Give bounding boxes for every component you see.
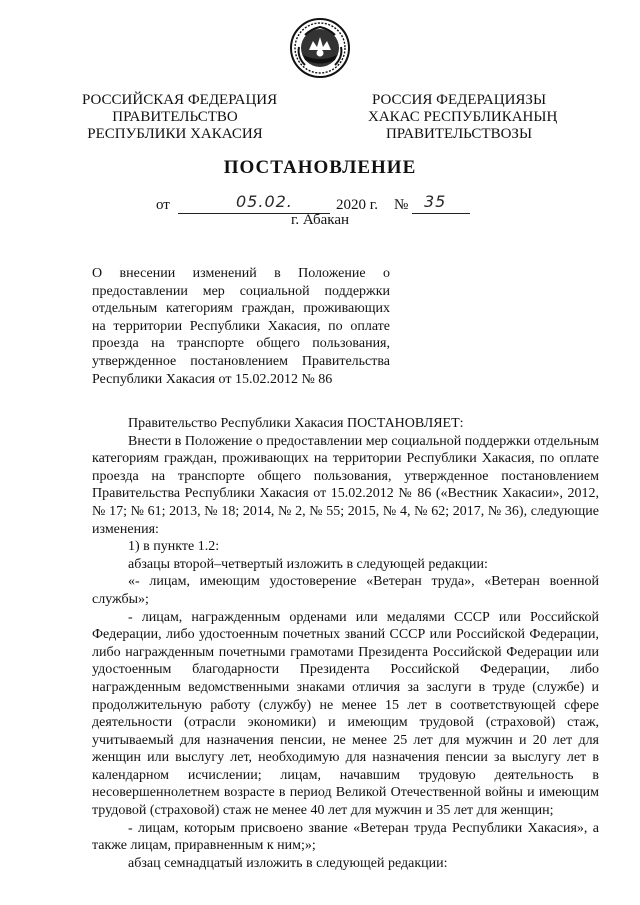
subject-line-7: Республики Хакасия от 15.02.2012 № 86: [92, 371, 333, 387]
subject-line-1: О внесении изменений в Положение о: [92, 266, 390, 281]
body-paragraph-awarded: - лицам, награжденным орденами или медалями СССР или Российской Федерации, либо удостоенным почетных званий СССР или Российской Федерации, либо награжденным почетными грамотами Президента Российской Федерации или удостоенным благодарности Президента Российской Федерации, либо награжденным ведомственными знаками отличия за заслуги в труде (службе) и продолжительную работу (службу) не менее 15 лет в соответствующей сфере деятельности (отрасли экономики) и имеющим трудовой (страховой) стаж, учитываемый для назначения пенсии, не менее 25 лет для мужчин и 20 лет для женщин или выслугу лет, необходимую для назначения пенсии за выслугу лет в календарном исчислении; лицам, начавшим трудовую деятельность в несовершеннолетнем возрасте в период Великой Отечественной войны и имеющим трудовой (страховой) стаж не менее 40 лет для мужчин и 35 лет для женщин;: [92, 609, 599, 819]
subject-line-5: проезда на транспорте общего пользования,: [92, 336, 390, 352]
body-paragraph-seventeenth: абзац семнадцатый изложить в следующей редакции:: [128, 855, 448, 871]
body-paragraph-resolves: Правительство Республики Хакасия ПОСТАНОВЛЯЕТ:: [128, 416, 464, 431]
city-label: г. Абакан: [290, 212, 350, 228]
body-paragraph-amend: Внести в Положение о предоставлении мер социальной поддержки отдельным категориям граждан, проживающих на территории Республики Хакасия, по оплате проезда на транспорте общего пользования, утвержденное постановлением Правительства Республики Хакасия от 15.02.2012 № 86 («Вестник Хакасии», 2012, № 17; № 61; 2013, № 18; 2014, № 2, № 55; 2015, № 4, № 62; 2017, № 36), следующие изменения:: [92, 433, 599, 537]
subject-line-3: отдельным категориям граждан, проживающих: [92, 301, 390, 317]
coat-of-arms-emblem: [289, 17, 351, 79]
subject-line-2: предоставлении мер социальной поддержки: [92, 283, 390, 299]
header-left-line-1: РОССИЙСКАЯ ФЕДЕРАЦИЯ: [82, 92, 278, 108]
subject-line-4: на территории Республики Хакасия, по оплате: [92, 318, 390, 334]
subject-line-6: утвержденное постановлением Правительства: [92, 353, 390, 369]
year-label: 2020 г.: [336, 197, 378, 213]
header-right-khakas: [368, 92, 558, 143]
document-title: ПОСТАНОВЛЕНИЕ: [223, 157, 417, 178]
body-paragraph-veteran: «- лицам, имеющим удостоверение «Ветеран труда», «Ветеран военной службы»;: [92, 574, 599, 607]
subject-block: [92, 265, 390, 388]
handwritten-number: 35: [424, 192, 447, 211]
header-right-line-3: ПРАВИТЕЛЬСТВОЗЫ: [385, 126, 533, 142]
header-left-line-3: РЕСПУБЛИКИ ХАКАСИЯ: [87, 126, 263, 142]
body-paragraph-khakasia-veteran: - лицам, которым присвоено звание «Ветеран труда Республики Хакасия», а также лицам, приравненным к ним;»;: [92, 820, 599, 854]
header-right-line-1: РОССИЯ ФЕДЕРАЦИЯЗЫ: [371, 92, 547, 108]
body-paragraph-item-1: 1) в пункте 1.2:: [128, 539, 220, 555]
number-label: №: [394, 197, 409, 213]
header-right-line-2: ХАКАС РЕСПУБЛИКАНЫҢ: [368, 109, 558, 125]
document-body: [92, 415, 599, 872]
handwritten-date: 05.02.: [236, 192, 293, 211]
from-label: от: [156, 197, 170, 213]
header-left-russian: [82, 92, 278, 143]
header-left-line-2: ПРАВИТЕЛЬСТВО: [112, 109, 238, 125]
body-paragraph-abzacy: абзацы второй–четвертый изложить в следующей редакции:: [128, 556, 488, 572]
